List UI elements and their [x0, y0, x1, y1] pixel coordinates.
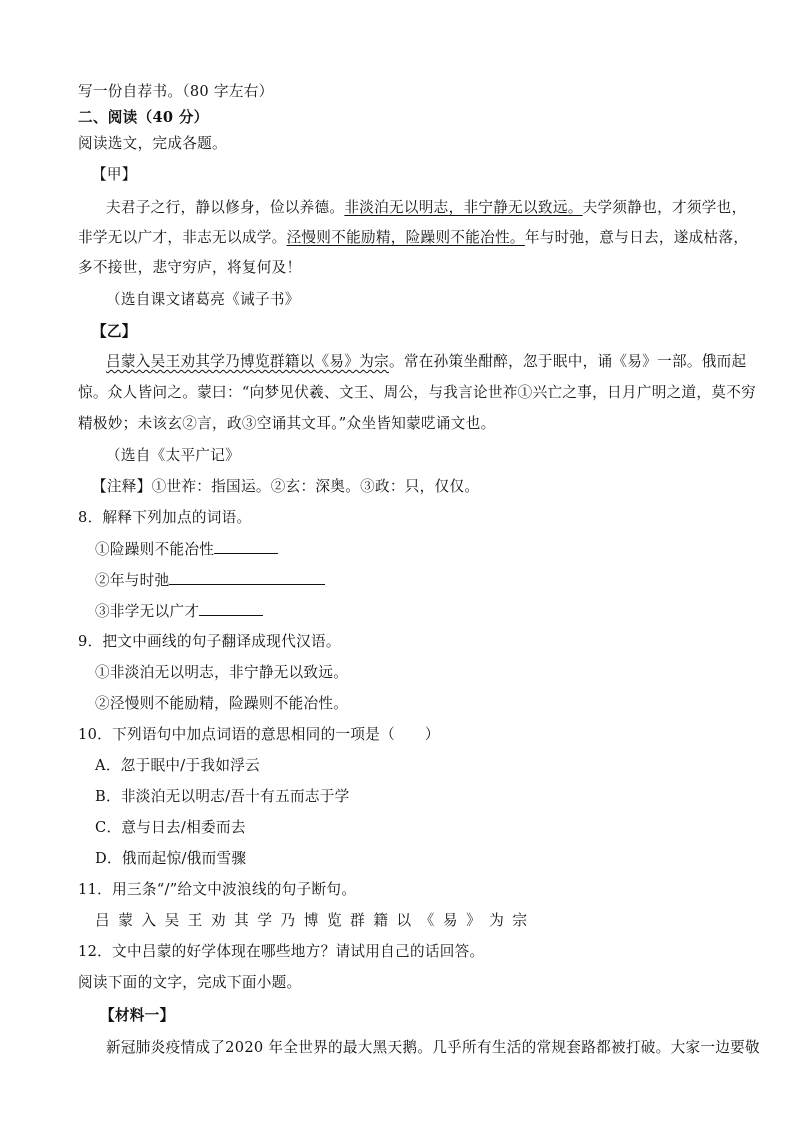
reading-instruction-2: 阅读下面的文字，完成下面小题。: [78, 974, 302, 991]
question-12: 12．文中吕蒙的好学体现在哪些地方？请试用自己的话回答。: [78, 943, 485, 960]
underlined-sentence-1: 非淡泊无以明志，非宁静无以致远。: [344, 199, 583, 216]
item-text: ②年与时弛: [95, 572, 170, 589]
option-b: B．非淡泊无以明志/吾十有五而志于学: [95, 788, 350, 805]
prev-question-tail: 写一份自荐书。（80 字左右）: [78, 83, 274, 100]
question-8: 8．解释下列加点的词语。: [78, 509, 252, 526]
passage-a-line-1: [106, 198, 746, 218]
question-8-item-1: [95, 539, 278, 560]
passage-b-label: 【乙】: [92, 323, 137, 340]
answer-blank[interactable]: [199, 601, 263, 616]
option-a: A．忽于眠中/于我如浮云: [95, 757, 260, 774]
question-8-item-2: [95, 570, 325, 591]
question-10: 10．下列语句中加点词语的意思相同的一项是（ ）: [78, 726, 440, 743]
passage-a-source: （选自课文诸葛亮《诫子书》: [106, 291, 300, 308]
passage-a-text: 夫学须静也，才须学也，: [582, 199, 747, 216]
sentence-to-punctuate: 吕蒙入吴王劝其学乃博览群籍以《易》为宗: [95, 912, 536, 929]
question-9-item-2: ②泾慢则不能励精，险躁则不能冶性。: [95, 695, 349, 712]
question-9-item-1: ①非淡泊无以明志，非宁静无以致远。: [95, 664, 349, 681]
passage-a-line-3: 多不接世，悲守穷庐，将复何及！: [78, 259, 302, 276]
question-8-item-3: [95, 601, 263, 622]
section-heading-reading: 二、阅读（40 分）: [78, 109, 209, 126]
wavy-underlined-sentence: 吕蒙入吴王劝其学乃博览群籍以《易》为宗: [106, 353, 389, 370]
passage-b-line-1: [106, 352, 746, 372]
question-9: 9．把文中画线的句子翻译成现代汉语。: [78, 633, 341, 650]
passage-a-text: 年与时弛，意与日去，遂成枯落，: [524, 229, 749, 246]
passage-b-text: 。常在孙策坐酣醉，忽于眠中，诵《易》一部。俄而起: [388, 353, 747, 370]
option-c: C．意与日去/相委而去: [95, 819, 246, 836]
answer-blank[interactable]: [169, 570, 325, 585]
passage-b-line-3: 精极妙；未该玄②言，政③空诵其文耳。”众坐皆知蒙呓诵文也。: [78, 415, 496, 432]
passage-a-text: 非学无以广才，非志无以成学。: [78, 229, 287, 246]
item-text: ③非学无以广才: [95, 603, 200, 620]
reading-instruction: 阅读选文，完成各题。: [78, 135, 227, 152]
material-one-line-1: 新冠肺炎疫情成了2020 年全世界的最大黑天鹅。几乎所有生活的常规套路都被打破。大家一边要敬: [106, 1039, 760, 1056]
passage-a-text: 夫君子之行，静以修身，俭以养德。: [106, 199, 345, 216]
answer-blank[interactable]: [214, 539, 278, 554]
question-11: 11．用三条“/”给文中波浪线的句子断句。: [78, 881, 357, 898]
underlined-sentence-2: 泾慢则不能励精，险躁则不能冶性。: [286, 229, 525, 246]
passage-b-source: （选自《太平广记》: [106, 447, 241, 464]
material-one-label: 【材料一】: [100, 1007, 175, 1024]
item-text: ①险躁则不能冶性: [95, 541, 215, 558]
annotation-note: 【注释】①世祚：指国运。②玄：深奥。③政：只，仅仅。: [92, 478, 480, 495]
passage-a-line-2: [78, 228, 748, 248]
option-d: D．俄而起惊/俄而雪骤: [95, 850, 247, 867]
passage-b-line-2: 惊。众人皆问之。蒙曰：“向梦见伏羲、文王、周公，与我言论世祚①兴亡之事，日月广明之道，莫不穷: [78, 384, 756, 401]
passage-a-label: 【甲】: [92, 166, 137, 183]
